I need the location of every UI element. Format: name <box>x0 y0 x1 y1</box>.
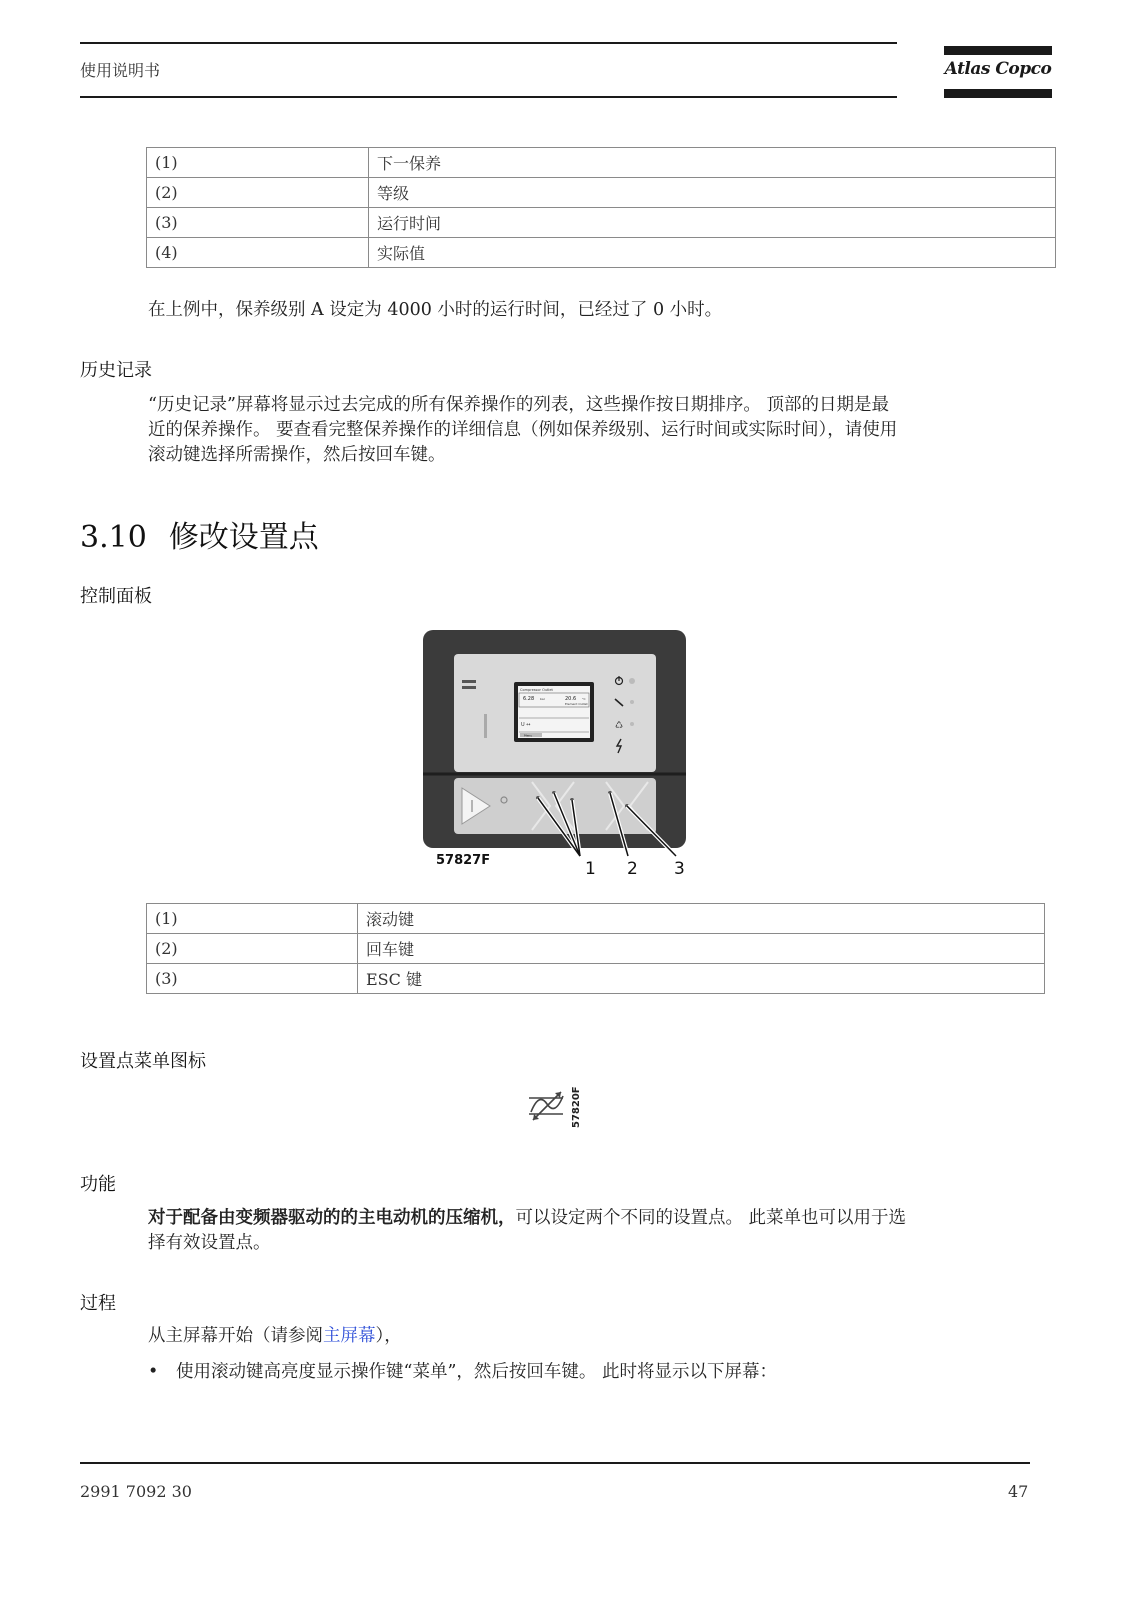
setpoint-figure-code: 57820F <box>571 1086 582 1128</box>
atlas-copco-logo <box>944 46 1052 100</box>
procedure-intro: 从主屏幕开始（请参阅主屏幕）， <box>148 1326 402 1346</box>
figure-code: 57827F <box>436 853 491 868</box>
callout-1: 1 <box>585 859 596 879</box>
table-row: (2) 等级 <box>147 178 1056 208</box>
example-text: 在上例中，保养级别 A 设定为 4000 小时的运行时间，已经过了 0 小时。 <box>148 300 723 320</box>
table-row: (3) 运行时间 <box>147 208 1056 238</box>
screen-sub-label: Element Outlet <box>565 702 588 706</box>
recycle-icon: ♺ <box>615 721 624 731</box>
function-bold-text: 对于配备由变频器驱动的的主电动机的压缩机， <box>148 1208 516 1228</box>
table-row: (1) 滚动键 <box>147 904 1045 934</box>
section-name: 修改设置点 <box>168 520 319 555</box>
control-panel-figure <box>420 628 690 883</box>
keys-legend-table <box>146 903 1045 994</box>
callout-3: 3 <box>674 859 685 879</box>
header-top-rule <box>80 42 897 44</box>
screen-title: Compressor Outlet <box>520 688 553 692</box>
setpoint-menu-icon <box>525 1082 587 1134</box>
history-paragraph: “历史记录”屏幕将显示过去完成的所有保养操作的列表，这些操作按日期排序。 顶部的日期是最 近的保养操作。 要查看完整保养操作的详细信息（例如保养级别、运行时间或实际时间），请使用 滚动键选择所需操作，然后按回车键。 <box>148 395 898 465</box>
page-number: 47 <box>1008 1482 1029 1501</box>
display-screen <box>518 686 590 738</box>
doc-number: 2991 7092 30 <box>80 1482 192 1501</box>
screen-menu-label: Menu <box>524 733 533 738</box>
header-title: 使用说明书 <box>80 61 161 80</box>
control-panel-heading: 控制面板 <box>80 586 152 607</box>
procedure-heading: 过程 <box>80 1293 116 1314</box>
table-row: (1) 下一保养 <box>147 148 1056 178</box>
table-row: (2) 回车键 <box>147 934 1045 964</box>
section-title <box>80 512 319 556</box>
maintenance-legend-table <box>146 147 1056 268</box>
screen-value-2: 20.6 <box>565 696 577 702</box>
screen-unit-1: bar <box>540 697 545 701</box>
history-heading: 历史记录 <box>80 360 152 381</box>
main-screen-link[interactable]: 主屏幕 <box>323 1326 376 1346</box>
table-row: (3) ESC 键 <box>147 964 1045 994</box>
table-row: (4) 实际值 <box>147 238 1056 268</box>
header-bottom-rule <box>80 96 897 98</box>
screen-value-1: 6.28 <box>523 696 535 702</box>
svg-text:U ↔: U ↔ <box>521 722 531 728</box>
setpoint-icon-heading: 设置点菜单图标 <box>80 1051 206 1072</box>
callout-2: 2 <box>627 859 638 879</box>
screen-unit-2: °C <box>582 697 586 701</box>
bullet-marker: • <box>148 1362 159 1382</box>
section-number: 3.10 <box>80 520 147 555</box>
footer-rule <box>80 1462 1030 1464</box>
procedure-bullet: • 使用滚动键高亮度显示操作键“菜单”，然后按回车键。 此时将显示以下屏幕： <box>148 1360 777 1385</box>
logo-text: Atlas Copco <box>944 59 1052 79</box>
function-paragraph: 对于配备由变频器驱动的的主电动机的压缩机，可以设定两个不同的设置点。 此菜单也可以用于选 择有效设置点。 <box>148 1208 907 1253</box>
function-heading: 功能 <box>80 1174 116 1195</box>
